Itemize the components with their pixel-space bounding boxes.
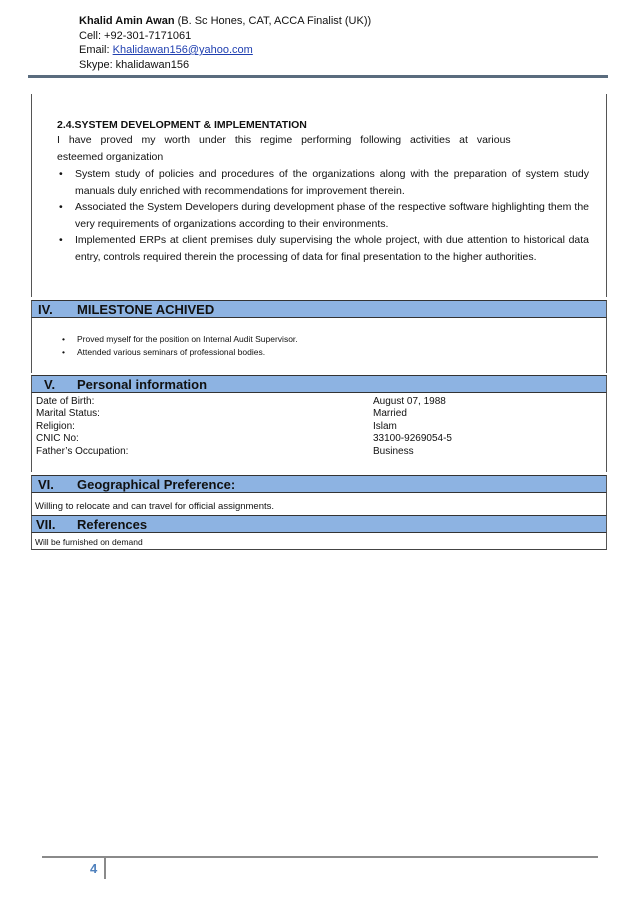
personal-value: Married: [373, 408, 407, 419]
bullet-icon: •: [59, 168, 63, 180]
section-title: Geographical Preference:: [77, 477, 236, 492]
personal-value: Business: [373, 446, 414, 457]
section-title: Personal information: [77, 377, 208, 392]
system-dev-title: 2.4.SYSTEM DEVELOPMENT & IMPLEMENTATION: [57, 119, 307, 131]
section-number: V.: [44, 377, 56, 392]
bullet-icon: •: [59, 201, 63, 213]
candidate-name: Khalid Amin Awan: [79, 15, 175, 27]
header-skype: Skype: khalidawan156: [79, 58, 190, 71]
header-name-line: [79, 14, 371, 29]
email-link[interactable]: Khalidawan156@yahoo.com: [112, 44, 253, 56]
personal-value: Islam: [373, 421, 397, 432]
bullet-icon: •: [59, 234, 63, 246]
list-item-text: Associated the System Developers during development phase of the respective software highlighting them the very requirements of organizations according to their environments.: [75, 201, 589, 230]
candidate-qualifications: (B. Sc Hones, CAT, ACCA Finalist (UK)): [174, 15, 372, 27]
bullet-icon: •: [62, 334, 65, 344]
references-text: Will be furnished on demand: [35, 537, 143, 547]
header-divider: [28, 75, 608, 78]
page-number: 4: [90, 861, 98, 876]
list-item-text: Proved myself for the position on Internal Audit Supervisor.: [77, 334, 298, 344]
list-item: [57, 232, 589, 265]
footer-separator: [104, 857, 106, 879]
personal-label: Religion:: [36, 421, 75, 432]
list-item-text: Implemented ERPs at client premises duly supervising the whole project, with due attention to historical data entry, controls required therein the processing of data for final presentation to the higher authorities.: [75, 234, 589, 263]
geographical-text: Willing to relocate and can travel for official assignments.: [35, 501, 275, 512]
personal-value: August 07, 1988: [373, 396, 446, 407]
footer-divider: [42, 856, 598, 858]
section-header-personal: [31, 375, 607, 393]
section-header-references: [31, 515, 607, 533]
list-item-text: System study of policies and procedures of the organizations along with the preparation of system study manuals duly enriched with recommendations for improvement therein.: [75, 168, 589, 197]
personal-value: 33100-9269054-5: [373, 433, 452, 444]
header-email-line: [79, 43, 371, 58]
email-label: Email:: [79, 44, 113, 56]
personal-label: Father’s Occupation:: [36, 446, 129, 457]
section-number: VI.: [38, 477, 54, 492]
section-number: IV.: [38, 302, 53, 317]
section-header-geographical: [31, 475, 607, 493]
list-item: [57, 199, 589, 232]
list-item: [60, 346, 265, 360]
section-number: VII.: [36, 517, 56, 532]
personal-label: Date of Birth:: [36, 396, 95, 407]
list-item: [57, 166, 589, 199]
system-dev-intro-line1: I have proved my worth under this regime performing following activities at various: [57, 134, 511, 146]
personal-label: CNIC No:: [36, 433, 79, 444]
bullet-icon: •: [62, 347, 65, 357]
system-dev-intro-line2: esteemed organization: [57, 151, 164, 163]
header-cell: Cell: +92-301-7171061: [79, 29, 192, 42]
list-item: [60, 333, 298, 347]
personal-label: Marital Status:: [36, 408, 100, 419]
resume-header: [79, 14, 371, 72]
personal-box: [31, 393, 607, 472]
section-title: MILESTONE ACHIVED: [77, 302, 215, 317]
list-item-text: Attended various seminars of professional bodies.: [77, 347, 266, 357]
section-title: References: [77, 517, 148, 532]
section-header-milestone: [31, 300, 607, 318]
